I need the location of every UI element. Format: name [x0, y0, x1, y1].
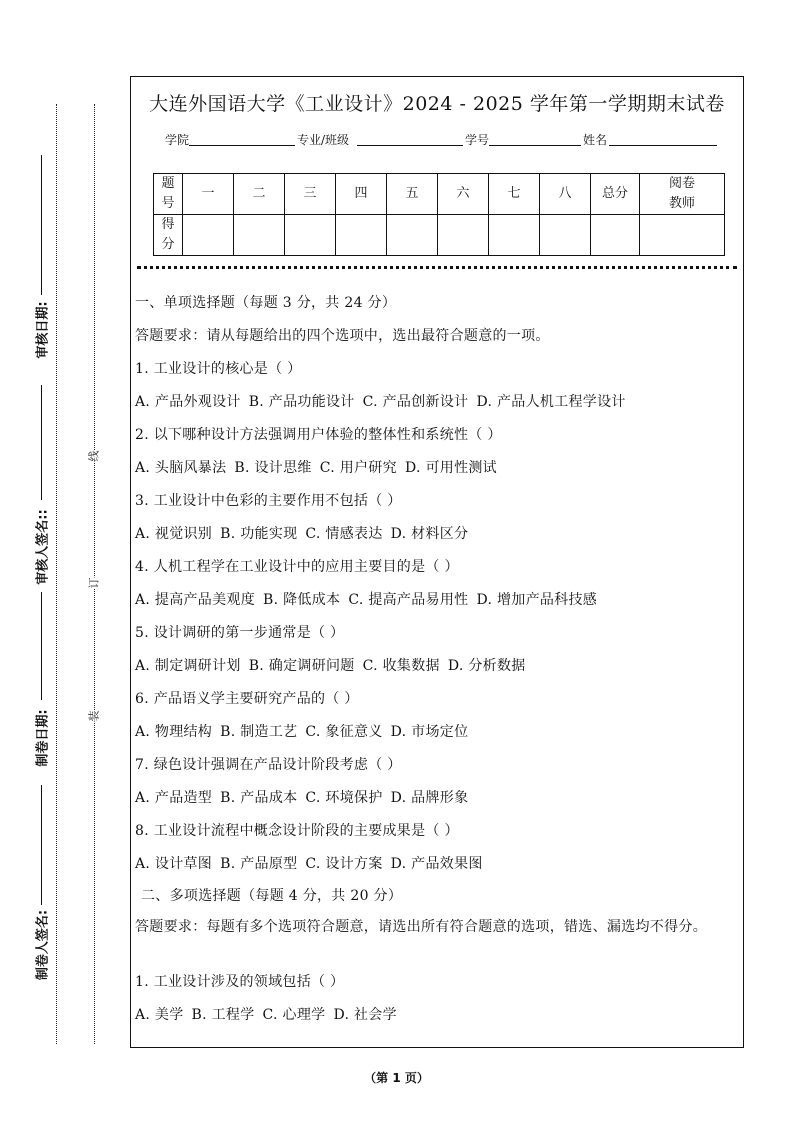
question-stem: 3. 工业设计中色彩的主要作用不包括（ ） [135, 493, 402, 509]
maker-date-line [41, 592, 42, 700]
question-stem: 1. 工业设计的核心是（ ） [135, 361, 302, 377]
question-options [135, 589, 739, 609]
score-cell-total[interactable] [591, 215, 640, 256]
option: D. 产品效果图 [390, 856, 483, 872]
question-stem: 1. 工业设计涉及的领域包括（ ） [135, 974, 345, 990]
label-jiaoshi: 教师 [668, 196, 695, 211]
score-cell[interactable] [387, 215, 438, 256]
question-stem: 4. 人机工程学在工业设计中的应用主要目的是（ ） [135, 559, 459, 575]
option: B. 确定调研问题 [248, 658, 355, 674]
page-number: （第 1 页） [364, 1071, 429, 1085]
reviewer-sign-line [41, 385, 42, 500]
col-header: 五 [387, 174, 438, 215]
question-stem: 7. 绿色设计强调在产品设计阶段考虑（ ） [135, 757, 402, 773]
option: B. 功能实现 [220, 526, 298, 542]
question-options [135, 853, 739, 873]
col-header: 一 [183, 174, 234, 215]
option: D. 品牌形象 [390, 790, 469, 806]
score-cell[interactable] [438, 215, 489, 256]
section1-heading: 一、单项选择题（每题 3 分，共 24 分） [135, 295, 397, 311]
major-label: 专业/班级 [297, 133, 350, 147]
score-table-score-row [154, 215, 725, 256]
student-id-label: 学号 [465, 133, 490, 147]
reviewer-date-line [41, 155, 42, 295]
question-options [135, 655, 739, 675]
header-cell-grader [640, 174, 725, 215]
binding-char-ding: 订 [87, 577, 101, 589]
grader-cell[interactable] [640, 215, 725, 256]
option: C. 象征意义 [305, 724, 383, 740]
option: C. 收集数据 [362, 658, 440, 674]
score-row-label [154, 215, 183, 256]
score-cell[interactable] [336, 215, 387, 256]
college-label: 学院 [165, 133, 190, 147]
option: C. 用户研究 [319, 460, 397, 476]
score-table [153, 173, 725, 256]
option: D. 市场定位 [390, 724, 469, 740]
col-header: 七 [489, 174, 540, 215]
student-id-field[interactable] [489, 131, 581, 146]
option: A. 设计草图 [135, 856, 213, 872]
exam-frame [130, 76, 744, 1048]
option: D. 材料区分 [390, 526, 469, 542]
score-cell[interactable] [183, 215, 234, 256]
col-header: 二 [234, 174, 285, 215]
score-cell[interactable] [489, 215, 540, 256]
score-cell[interactable] [285, 215, 336, 256]
question-stem: 2. 以下哪种设计方法强调用户体验的整体性和系统性（ ） [135, 427, 502, 443]
question-options [135, 721, 739, 741]
option: C. 产品创新设计 [362, 394, 469, 410]
option: C. 心理学 [262, 1007, 326, 1023]
option: C. 情感表达 [305, 526, 383, 542]
option: D. 分析数据 [447, 658, 526, 674]
score-table-header-row [154, 174, 725, 215]
section2-heading: 二、多项选择题（每题 4 分，共 20 分） [141, 888, 403, 904]
binding-char-line: 线 [87, 450, 101, 462]
binding-dotted-line-inner [94, 104, 95, 1044]
question-options [135, 787, 739, 807]
option: A. 制定调研计划 [135, 658, 241, 674]
option: A. 物理结构 [135, 724, 213, 740]
option: D. 产品人机工程学设计 [476, 394, 626, 410]
question-options [135, 391, 739, 411]
option: D. 社会学 [333, 1007, 397, 1023]
label-de: 得 [161, 217, 175, 232]
maker-sign-line [41, 785, 42, 905]
option: B. 产品原型 [220, 856, 298, 872]
label-hao: 号 [161, 196, 175, 211]
section-separator [137, 266, 737, 269]
exam-title: 大连外国语大学《工业设计》2024 - 2025 学年第一学期期末试卷 [149, 93, 725, 115]
binding-char-zhuang: 装 [87, 710, 101, 722]
option: B. 制造工艺 [220, 724, 298, 740]
option: D. 可用性测试 [404, 460, 497, 476]
option: B. 工程学 [191, 1007, 255, 1023]
option: C. 环境保护 [305, 790, 383, 806]
question-stem: 6. 产品语义学主要研究产品的（ ） [135, 691, 359, 707]
option: B. 降低成本 [263, 592, 341, 608]
option: D. 增加产品科技感 [476, 592, 598, 608]
section1-instruction: 答题要求：请从每题给出的四个选项中，选出最符合题意的一项。 [135, 328, 550, 344]
option: A. 产品造型 [135, 790, 213, 806]
option: A. 头脑风暴法 [135, 460, 227, 476]
col-header: 六 [438, 174, 489, 215]
binding-dotted-line-outer [56, 104, 57, 1044]
option: C. 提高产品易用性 [348, 592, 469, 608]
option: A. 美学 [135, 1007, 184, 1023]
option: B. 设计思维 [234, 460, 312, 476]
header-cell-question-no [154, 174, 183, 215]
question-options [135, 457, 739, 477]
col-header: 四 [336, 174, 387, 215]
score-cell[interactable] [234, 215, 285, 256]
section2-instruction: 答题要求：每题有多个选项符合题意，请选出所有符合题意的选项，错选、漏选均不得分。 [135, 919, 707, 935]
score-cell[interactable] [540, 215, 591, 256]
option: B. 产品功能设计 [248, 394, 355, 410]
col-header: 八 [540, 174, 591, 215]
option: B. 产品成本 [220, 790, 298, 806]
question-options [135, 1004, 739, 1024]
major-field[interactable] [357, 131, 463, 146]
college-field[interactable] [189, 131, 295, 146]
question-options [135, 523, 739, 543]
option: A. 提高产品美观度 [135, 592, 256, 608]
option: C. 设计方案 [305, 856, 383, 872]
option: A. 视觉识别 [135, 526, 213, 542]
label-fen: 分 [161, 237, 175, 252]
label-ti: 题 [161, 176, 175, 191]
question-stem: 5. 设计调研的第一步通常是（ ） [135, 625, 345, 641]
question-stem: 8. 工业设计流程中概念设计阶段的主要成果是（ ） [135, 823, 459, 839]
col-header-total: 总分 [591, 174, 640, 215]
label-yuejuan: 阅卷 [668, 176, 695, 191]
name-label: 姓名 [583, 133, 608, 147]
col-header: 三 [285, 174, 336, 215]
name-field[interactable] [609, 131, 717, 146]
option: A. 产品外观设计 [135, 394, 241, 410]
